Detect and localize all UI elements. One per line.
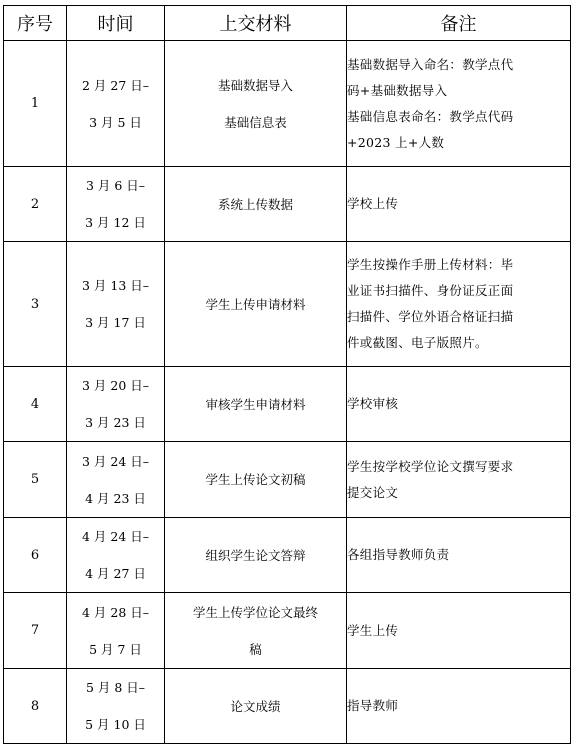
note-line: 基础信息表命名：教学点代码	[347, 108, 514, 124]
date-end: 3 月 17 日	[85, 315, 146, 330]
note-line: 指导教师	[347, 698, 399, 713]
row-date	[67, 167, 165, 242]
row-number: 7	[4, 593, 67, 669]
table-row	[4, 41, 571, 167]
note-line: 学校上传	[347, 196, 399, 211]
row-material	[165, 41, 347, 167]
date-end: 4 月 23 日	[85, 490, 146, 506]
date-start: 2 月 27 日–	[81, 77, 150, 93]
row-number: 2	[4, 167, 67, 242]
row-number: 5	[4, 442, 67, 518]
row-note	[347, 41, 571, 167]
row-number: 3	[4, 242, 67, 367]
schedule-table	[3, 5, 571, 744]
material-line: 学生上传申请材料	[205, 296, 306, 312]
note-line: 码+基础数据导入	[347, 82, 448, 98]
date-start: 3 月 20 日–	[81, 378, 150, 393]
date-start: 3 月 24 日–	[81, 453, 150, 469]
material-line: 学生上传学位论文最终	[192, 604, 318, 620]
material-line: 组织学生论文答辩	[205, 547, 306, 563]
note-line: 学生上传	[347, 622, 399, 638]
header-time: 时间	[67, 6, 165, 41]
note-line: 扫描件、学位外语合格证扫描	[347, 309, 514, 324]
row-material	[165, 669, 347, 744]
header-material: 上交材料	[165, 6, 347, 41]
header-no: 序号	[4, 6, 67, 41]
row-note	[347, 593, 571, 669]
date-end: 3 月 23 日	[85, 415, 146, 430]
row-note	[347, 242, 571, 367]
date-end: 3 月 5 日	[89, 114, 142, 130]
table-row	[4, 669, 571, 744]
date-start: 3 月 6 日–	[85, 178, 146, 193]
table-row	[4, 442, 571, 518]
date-start: 4 月 24 日–	[81, 529, 150, 544]
table-row	[4, 593, 571, 669]
table-row	[4, 242, 571, 367]
date-start: 3 月 13 日–	[81, 278, 150, 293]
note-line: 基础数据导入命名：教学点代	[347, 56, 514, 72]
row-note	[347, 167, 571, 242]
row-material	[165, 167, 347, 242]
date-start: 5 月 8 日–	[85, 680, 146, 695]
date-end: 4 月 27 日	[85, 566, 146, 581]
material-line: 基础数据导入	[217, 77, 293, 93]
row-date	[67, 669, 165, 744]
row-material	[165, 242, 347, 367]
row-date	[67, 242, 165, 367]
row-date	[67, 442, 165, 518]
row-number: 1	[4, 41, 67, 167]
date-end: 5 月 7 日	[89, 641, 142, 657]
row-date	[67, 367, 165, 442]
row-number: 8	[4, 669, 67, 744]
note-line: 学生按操作手册上传材料：毕	[347, 257, 514, 272]
row-material	[165, 367, 347, 442]
note-line: 提交论文	[347, 484, 399, 500]
date-end: 5 月 10 日	[85, 717, 146, 732]
row-material	[165, 593, 347, 669]
date-end: 3 月 12 日	[85, 215, 146, 230]
row-note	[347, 367, 571, 442]
material-line: 基础信息表	[224, 114, 287, 130]
row-note	[347, 669, 571, 744]
note-line: 学校审核	[347, 396, 399, 411]
row-number: 6	[4, 518, 67, 593]
note-line: 学生按学校学位论文撰写要求	[347, 458, 514, 474]
note-line: +2023 上+人数	[347, 134, 445, 150]
row-material	[165, 442, 347, 518]
row-material	[165, 518, 347, 593]
date-start: 4 月 28 日–	[81, 604, 150, 620]
material-line: 稿	[249, 641, 262, 657]
material-line: 系统上传数据	[217, 196, 293, 212]
note-line: 件或截图、电子版照片。	[347, 335, 488, 350]
row-date	[67, 518, 165, 593]
row-date	[67, 593, 165, 669]
material-line: 学生上传论文初稿	[205, 472, 306, 487]
material-line: 审核学生申请材料	[205, 396, 306, 412]
table-row	[4, 167, 571, 242]
table-row	[4, 518, 571, 593]
material-line: 论文成绩	[230, 698, 281, 714]
note-line: 业证书扫描件、身份证反正面	[347, 283, 514, 298]
row-date	[67, 41, 165, 167]
table-row	[4, 367, 571, 442]
header-row	[4, 6, 571, 41]
header-note: 备注	[347, 6, 571, 41]
row-note	[347, 518, 571, 593]
row-note	[347, 442, 571, 518]
row-number: 4	[4, 367, 67, 442]
note-line: 各组指导教师负责	[347, 547, 450, 562]
